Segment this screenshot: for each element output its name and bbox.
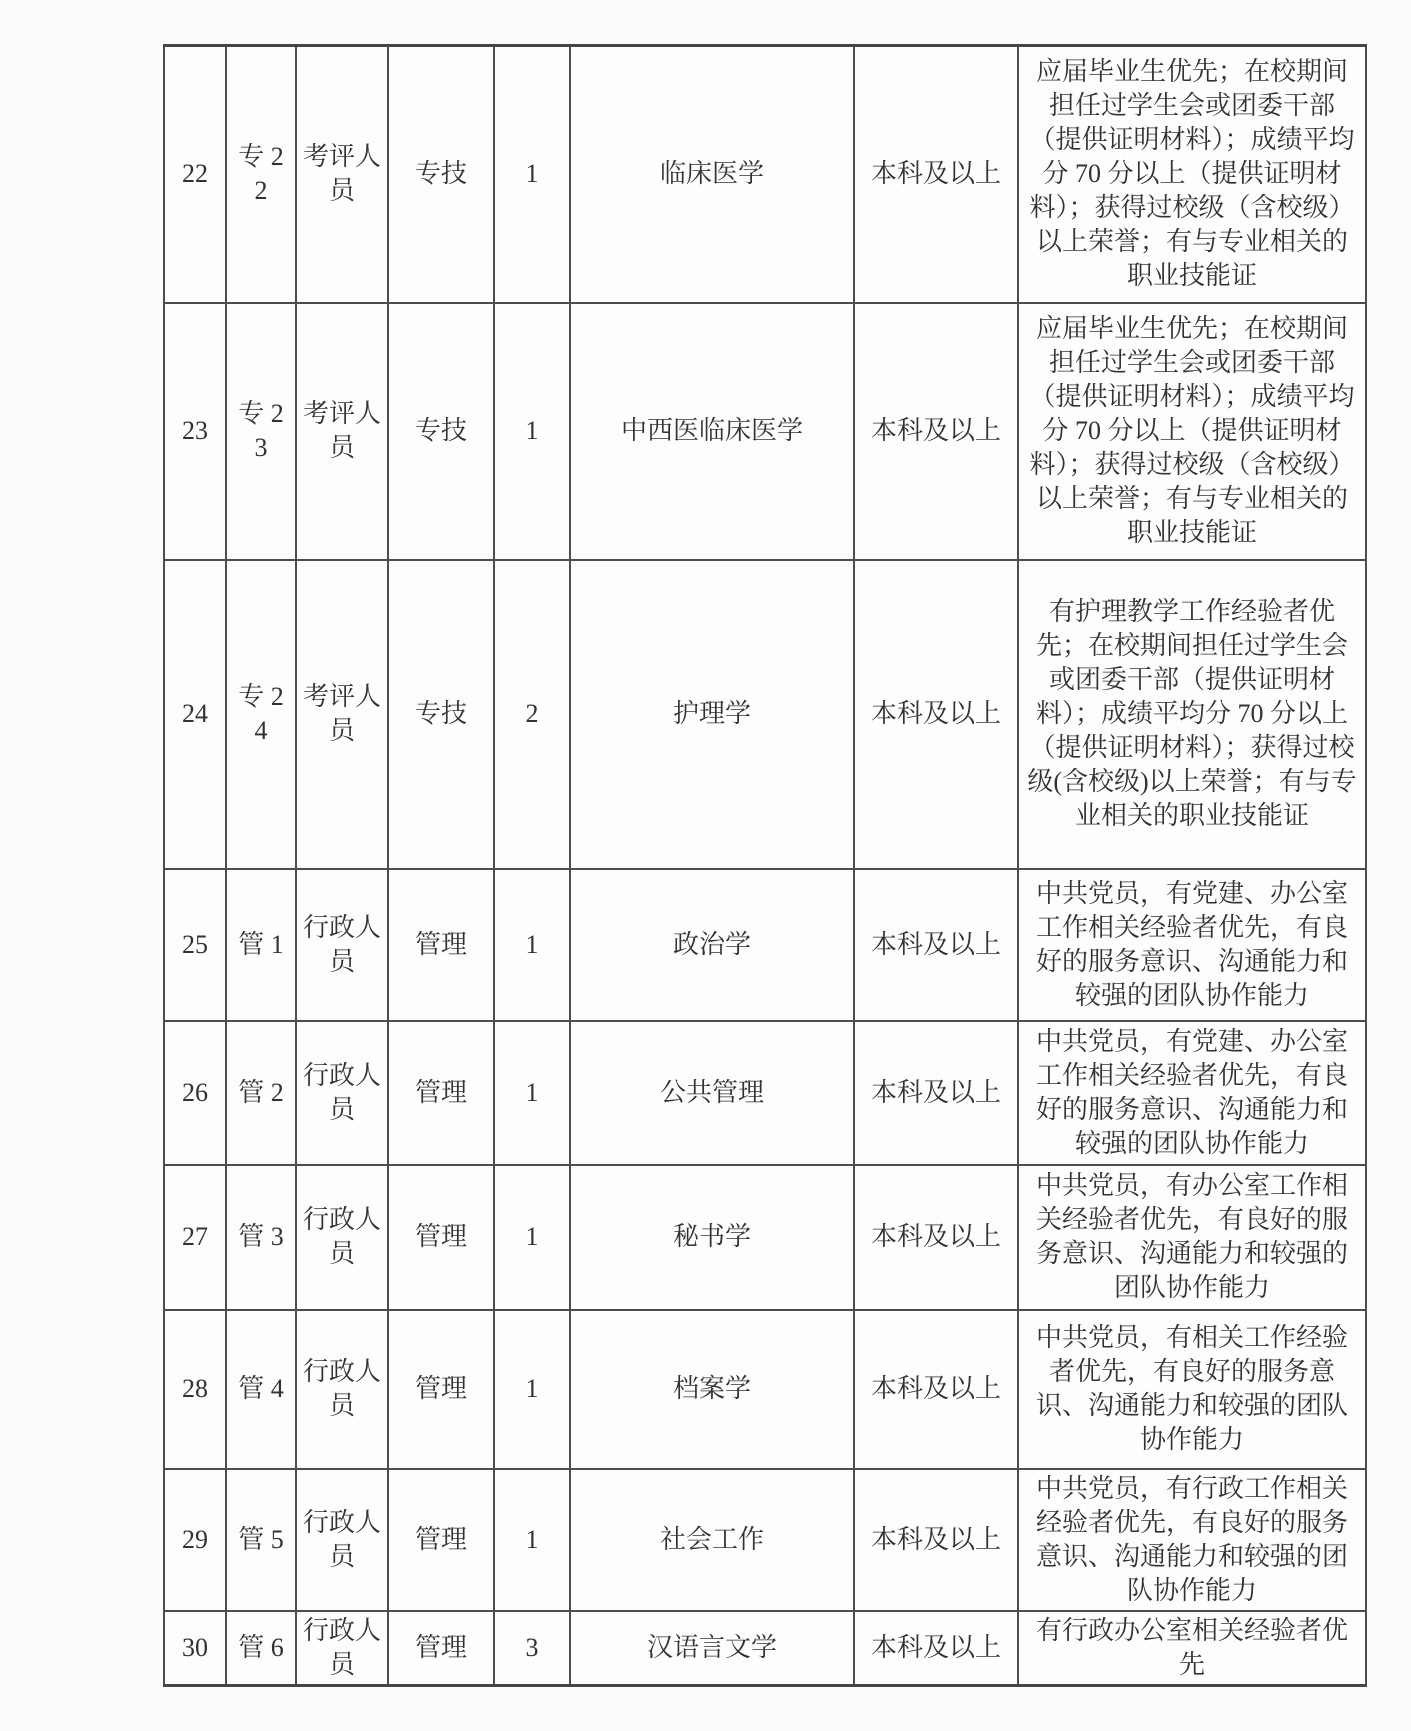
requirements-cell: 应届毕业生优先；在校期间担任过学生会或团委干部（提供证明材料）；成绩平均分 70 分以上（提供证明材料）；获得过校级（含校级）以上荣誉；有与专业相关的职业技能证 xyxy=(1018,46,1366,303)
post-code-cell: 管 1 xyxy=(226,869,296,1021)
major-cell: 秘书学 xyxy=(570,1165,854,1310)
post-code-cell: 管 2 xyxy=(226,1021,296,1165)
headcount-cell: 1 xyxy=(494,303,570,560)
table-row xyxy=(164,46,1366,303)
education-cell: 本科及以上 xyxy=(854,1611,1018,1686)
table-row xyxy=(164,303,1366,560)
post-code-cell: 管 6 xyxy=(226,1611,296,1686)
headcount-cell: 1 xyxy=(494,1469,570,1611)
education-cell: 本科及以上 xyxy=(854,869,1018,1021)
table-row xyxy=(164,869,1366,1021)
requirements-cell: 中共党员，有行政工作相关经验者优先，有良好的服务意识、沟通能力和较强的团队协作能力 xyxy=(1018,1469,1366,1611)
table-row xyxy=(164,560,1366,869)
headcount-cell: 3 xyxy=(494,1611,570,1686)
education-cell: 本科及以上 xyxy=(854,46,1018,303)
requirements-cell: 有行政办公室相关经验者优先 xyxy=(1018,1611,1366,1686)
requirements-cell: 中共党员，有相关工作经验者优先，有良好的服务意识、沟通能力和较强的团队协作能力 xyxy=(1018,1310,1366,1469)
headcount-cell: 1 xyxy=(494,46,570,303)
education-cell: 本科及以上 xyxy=(854,1310,1018,1469)
post-name-cell: 行政人员 xyxy=(296,1611,388,1686)
post-name-cell: 行政人员 xyxy=(296,1469,388,1611)
post-code-cell: 管 5 xyxy=(226,1469,296,1611)
post-code-cell: 管 4 xyxy=(226,1310,296,1469)
recruitment-table xyxy=(163,44,1367,1687)
headcount-cell: 1 xyxy=(494,1165,570,1310)
headcount-cell: 1 xyxy=(494,869,570,1021)
row-number-cell: 29 xyxy=(164,1469,226,1611)
post-name-cell: 考评人员 xyxy=(296,303,388,560)
major-cell: 档案学 xyxy=(570,1310,854,1469)
major-cell: 政治学 xyxy=(570,869,854,1021)
major-cell: 护理学 xyxy=(570,560,854,869)
requirements-cell: 中共党员，有党建、办公室工作相关经验者优先，有良好的服务意识、沟通能力和较强的团队协作能力 xyxy=(1018,1021,1366,1165)
table-row xyxy=(164,1310,1366,1469)
row-number-cell: 28 xyxy=(164,1310,226,1469)
category-cell: 管理 xyxy=(388,869,494,1021)
major-cell: 临床医学 xyxy=(570,46,854,303)
row-number-cell: 25 xyxy=(164,869,226,1021)
post-code-cell: 专 23 xyxy=(226,303,296,560)
category-cell: 专技 xyxy=(388,560,494,869)
education-cell: 本科及以上 xyxy=(854,1469,1018,1611)
row-number-cell: 22 xyxy=(164,46,226,303)
education-cell: 本科及以上 xyxy=(854,560,1018,869)
post-name-cell: 考评人员 xyxy=(296,560,388,869)
table-row xyxy=(164,1469,1366,1611)
row-number-cell: 30 xyxy=(164,1611,226,1686)
post-code-cell: 管 3 xyxy=(226,1165,296,1310)
requirements-cell: 应届毕业生优先；在校期间担任过学生会或团委干部（提供证明材料）；成绩平均分 70 分以上（提供证明材料）；获得过校级（含校级）以上荣誉；有与专业相关的职业技能证 xyxy=(1018,303,1366,560)
row-number-cell: 24 xyxy=(164,560,226,869)
row-number-cell: 26 xyxy=(164,1021,226,1165)
post-name-cell: 考评人员 xyxy=(296,46,388,303)
requirements-cell: 中共党员，有办公室工作相关经验者优先，有良好的服务意识、沟通能力和较强的团队协作能力 xyxy=(1018,1165,1366,1310)
major-cell: 公共管理 xyxy=(570,1021,854,1165)
major-cell: 中西医临床医学 xyxy=(570,303,854,560)
table-row xyxy=(164,1021,1366,1165)
category-cell: 管理 xyxy=(388,1310,494,1469)
category-cell: 管理 xyxy=(388,1021,494,1165)
post-name-cell: 行政人员 xyxy=(296,1310,388,1469)
education-cell: 本科及以上 xyxy=(854,1021,1018,1165)
post-name-cell: 行政人员 xyxy=(296,869,388,1021)
table-row xyxy=(164,1611,1366,1686)
headcount-cell: 1 xyxy=(494,1310,570,1469)
category-cell: 管理 xyxy=(388,1165,494,1310)
post-name-cell: 行政人员 xyxy=(296,1021,388,1165)
category-cell: 管理 xyxy=(388,1611,494,1686)
post-code-cell: 专 22 xyxy=(226,46,296,303)
education-cell: 本科及以上 xyxy=(854,303,1018,560)
post-code-cell: 专 24 xyxy=(226,560,296,869)
education-cell: 本科及以上 xyxy=(854,1165,1018,1310)
post-name-cell: 行政人员 xyxy=(296,1165,388,1310)
major-cell: 汉语言文学 xyxy=(570,1611,854,1686)
row-number-cell: 23 xyxy=(164,303,226,560)
category-cell: 管理 xyxy=(388,1469,494,1611)
category-cell: 专技 xyxy=(388,303,494,560)
requirements-cell: 有护理教学工作经验者优先；在校期间担任过学生会或团委干部（提供证明材料）；成绩平均分 70 分以上（提供证明材料）；获得过校级(含校级)以上荣誉；有与专业相关的职业技能证 xyxy=(1018,560,1366,869)
category-cell: 专技 xyxy=(388,46,494,303)
table-row xyxy=(164,1165,1366,1310)
headcount-cell: 2 xyxy=(494,560,570,869)
row-number-cell: 27 xyxy=(164,1165,226,1310)
requirements-cell: 中共党员，有党建、办公室工作相关经验者优先，有良好的服务意识、沟通能力和较强的团队协作能力 xyxy=(1018,869,1366,1021)
headcount-cell: 1 xyxy=(494,1021,570,1165)
major-cell: 社会工作 xyxy=(570,1469,854,1611)
